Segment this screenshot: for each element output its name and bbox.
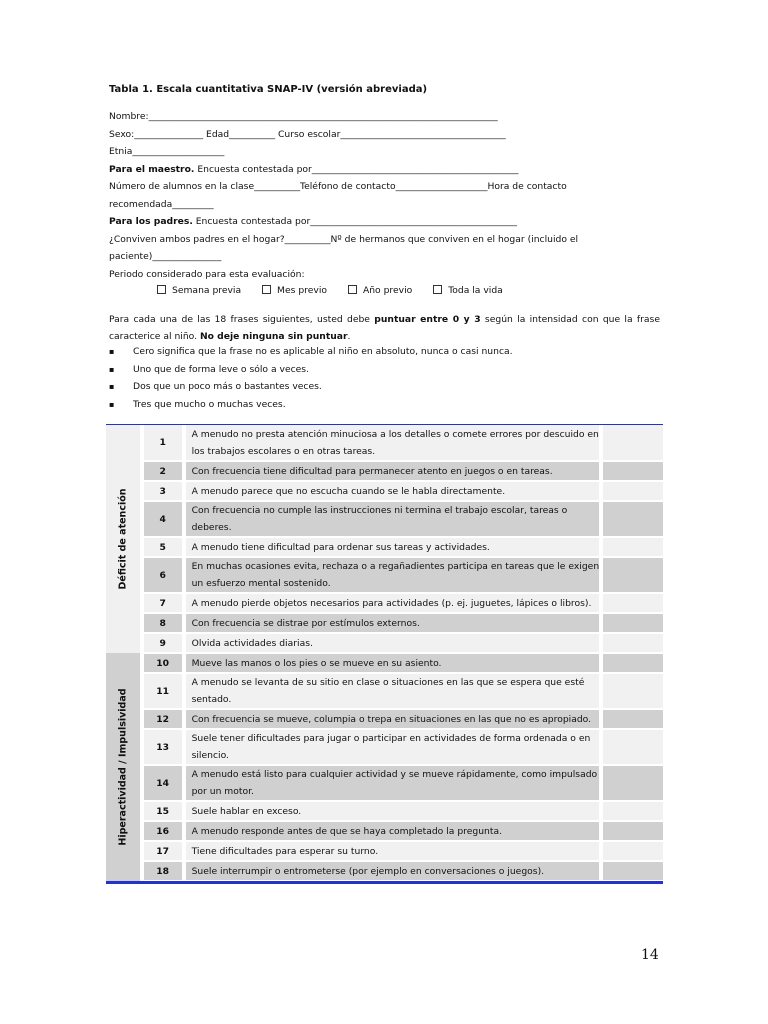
period-option[interactable] [433,285,503,296]
table-bottom-rule [106,881,663,884]
item-text: Con frecuencia tiene dificultad para permanecer atento en juegos o en tareas. [184,461,602,481]
item-text: Con frecuencia se mueve, columpia o trepa en situaciones en las que no es apropiado. [184,709,602,729]
instructions-bold: puntuar entre 0 y 3 [374,314,481,325]
period-option[interactable] [157,285,241,296]
item-text: Con frecuencia no cumple las instrucciones ni termina el trabajo escolar, tareas o deberes. [184,501,602,537]
parents-label: Para los padres. [109,216,193,227]
score-cell[interactable] [601,501,663,537]
item-number: 16 [142,821,184,841]
item-text: A menudo responde antes de que se haya completado la pregunta. [184,821,602,841]
table-row [106,613,663,633]
table-row [106,801,663,821]
item-text: A menudo tiene dificultad para ordenar sus tareas y actividades. [184,537,602,557]
bullet-text: Cero significa que la frase no es aplicable al niño en absoluto, nunca o casi nunca. [133,346,513,357]
cohabit-line: ¿Conviven ambos padres en el hogar?__________Nº de hermanos que conviven en el hogar (incluido el [109,234,579,245]
item-number: 10 [142,653,184,673]
score-cell[interactable] [601,653,663,673]
period-option[interactable] [348,285,412,296]
score-cell[interactable] [601,841,663,861]
item-number: 1 [142,425,184,461]
teacher-line [109,164,519,175]
section-label: Déficit de atención [117,488,129,590]
period-option-label: Año previo [362,285,413,296]
parents-line [109,216,517,227]
item-number: 17 [142,841,184,861]
table-row [106,729,663,765]
table-row [106,821,663,841]
item-text: A menudo se levanta de su sitio en clase o situaciones en las que se espera que esté sentado. [184,673,602,709]
item-text: Suele interrumpir o entrometerse (por ejemplo en conversaciones o juegos). [184,861,602,881]
table-row [106,593,663,613]
score-cell[interactable] [601,481,663,501]
checkbox-icon[interactable] [262,285,271,294]
period-option-label: Semana previa [172,285,242,296]
table-row [106,673,663,709]
name-field-line: Nombre:____________________________________________________________________________ [109,111,498,122]
item-number: 15 [142,801,184,821]
period-option-label: Mes previo [277,285,328,296]
table-title: Tabla 1. Escala cuantitativa SNAP-IV (versión abreviada) [109,84,428,95]
item-text: Olvida actividades diarias. [184,633,602,653]
item-number: 3 [142,481,184,501]
bullet-icon: ▪ [109,347,115,356]
page-number: 14 [641,947,659,963]
patient-line: paciente)_______________ [109,251,222,262]
instructions-text: según la intensidad con que la frase caracterice al niño. [109,314,660,342]
section-label: Hiperactividad / Impulsividad [117,688,129,846]
item-number: 14 [142,765,184,801]
score-cell[interactable] [601,673,663,709]
checkbox-icon[interactable] [157,285,166,294]
item-text: Mueve las manos o los pies o se mueve en su asiento. [184,653,602,673]
table-row [106,537,663,557]
bullet-item [109,346,513,364]
item-text: A menudo está listo para cualquier actividad y se mueve rápidamente, como impulsado por un motor. [184,765,602,801]
bullet-item [109,364,513,382]
item-number: 2 [142,461,184,481]
bullet-item [109,381,513,399]
score-cell[interactable] [601,765,663,801]
bullet-icon: ▪ [109,382,115,392]
section-attention [106,425,142,653]
bullet-icon: ▪ [109,364,115,374]
checkbox-icon[interactable] [433,285,442,294]
table-row [106,653,663,673]
score-cell[interactable] [601,729,663,765]
table-row [106,481,663,501]
score-cell[interactable] [601,461,663,481]
score-cell[interactable] [601,425,663,461]
table-row [106,501,663,537]
item-number: 8 [142,613,184,633]
teacher-label: Para el maestro. [109,164,195,175]
item-number: 12 [142,709,184,729]
teacher-field: Encuesta contestada por_____________________________________________ [194,164,519,175]
table-row [106,461,663,481]
item-text: Suele hablar en exceso. [184,801,602,821]
table-row [106,633,663,653]
score-cell[interactable] [601,801,663,821]
score-cell[interactable] [601,593,663,613]
section-hyperactivity [106,653,142,881]
table-row [106,841,663,861]
instructions-text: . [347,331,351,342]
item-number: 9 [142,633,184,653]
bullet-text: Tres que mucho o muchas veces. [133,398,286,410]
score-cell[interactable] [601,557,663,593]
table-row [106,425,663,461]
instructions-paragraph [109,311,660,345]
item-number: 4 [142,501,184,537]
sex-age-grade-line: Sexo:_______________ Edad__________ Curso escolar____________________________________ [109,129,506,140]
table-row [106,709,663,729]
item-number: 7 [142,593,184,613]
bullet-item [109,399,513,417]
item-number: 5 [142,537,184,557]
snap-iv-table [106,425,663,882]
item-text: Suele tener dificultades para jugar o participar en actividades de forma ordenada o en silencio. [184,729,602,765]
period-option-label: Toda la vida [448,285,503,296]
bullet-icon: ▪ [109,399,115,409]
score-cell[interactable] [601,613,663,633]
table-row [106,557,663,593]
item-text: A menudo pierde objetos necesarios para actividades (p. ej. juguetes, lápices o libros). [184,593,602,613]
instructions-text: Para cada una de las 18 frases siguientes, usted debe [109,314,375,325]
item-number: 18 [142,861,184,881]
item-number: 6 [142,557,184,593]
item-number: 13 [142,729,184,765]
recommended-line: recomendada_________ [109,199,214,210]
item-number: 11 [142,673,184,709]
item-text: Con frecuencia se distrae por estímulos externos. [184,613,602,633]
table-row [106,861,663,881]
item-text: A menudo parece que no escucha cuando se le habla directamente. [184,481,602,501]
bullet-text: Dos que un poco más o bastantes veces. [133,381,322,393]
item-text: Tiene dificultades para esperar su turno. [184,841,602,861]
item-text: En muchas ocasiones evita, rechaza o a regañadientes participa en tareas que le exigen un esfuerzo mental sostenido. [184,557,602,593]
period-option[interactable] [262,285,327,296]
score-cell[interactable] [601,821,663,841]
checkbox-icon[interactable] [348,285,357,294]
instructions-bold: No deje ninguna sin puntuar [199,331,348,342]
item-text: A menudo no presta atención minuciosa a los detalles o comete errores por descuido en los trabajos escolares o en otras tareas. [184,425,602,461]
table-row [106,765,663,801]
students-line: Número de alumnos en la clase__________Teléfono de contacto____________________Hora de contacto [109,181,567,192]
parents-field: Encuesta contestada por_____________________________________________ [192,216,517,227]
ethnicity-line: Etnia____________________ [109,146,225,157]
score-cell[interactable] [601,861,663,881]
period-options [157,285,521,296]
score-cell[interactable] [601,709,663,729]
score-cell[interactable] [601,537,663,557]
score-cell[interactable] [601,633,663,653]
bullet-text: Uno que de forma leve o sólo a veces. [133,363,310,375]
period-label: Periodo considerado para esta evaluación: [109,269,305,280]
scoring-bullets [109,346,513,416]
